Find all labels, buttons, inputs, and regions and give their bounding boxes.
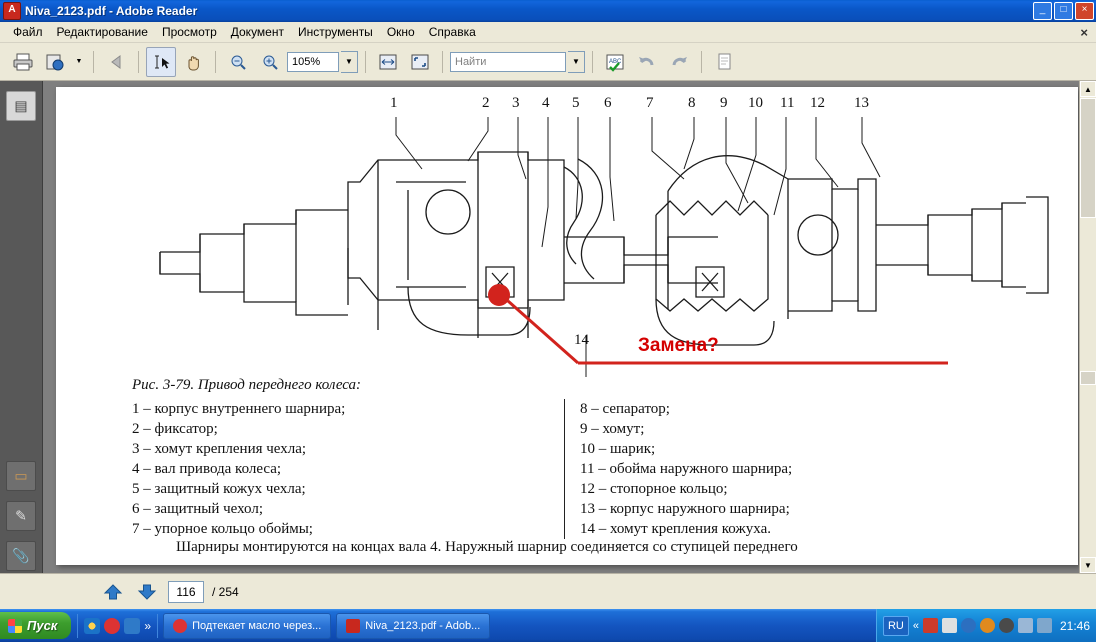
comments-panel-icon[interactable] bbox=[6, 461, 36, 491]
print-button[interactable] bbox=[8, 47, 38, 77]
text-select-icon bbox=[151, 53, 171, 71]
quick-launch-bar bbox=[77, 614, 158, 638]
zoom-out-icon bbox=[228, 53, 248, 71]
callout-9: 9 bbox=[720, 95, 728, 111]
vertical-scrollbar[interactable] bbox=[1079, 81, 1096, 573]
legend-item-3: 3 – хомут крепления чехла; bbox=[132, 441, 307, 457]
tray-icon-2[interactable] bbox=[942, 618, 957, 633]
save-copy-icon bbox=[44, 52, 66, 72]
page-navigation-bar bbox=[0, 573, 1096, 609]
pages-glyph: ▤ bbox=[14, 97, 28, 114]
opera-icon[interactable] bbox=[104, 618, 120, 634]
legend-item-2: 2 – фиксатор; bbox=[132, 421, 218, 437]
menu-item-window[interactable]: Окно bbox=[386, 25, 415, 39]
undo-button[interactable] bbox=[632, 47, 662, 77]
abc-check-icon bbox=[604, 52, 626, 72]
more-chevrons-icon[interactable]: » bbox=[144, 618, 152, 633]
menu-bar bbox=[0, 22, 1096, 43]
callout-1: 1 bbox=[390, 95, 398, 111]
legend-divider bbox=[564, 399, 565, 539]
legend-item-7: 7 – упорное кольцо обоймы; bbox=[132, 521, 313, 537]
hand-icon bbox=[183, 53, 203, 71]
scrollbar-thumb-secondary[interactable] bbox=[1080, 371, 1096, 385]
page-display-button[interactable] bbox=[709, 47, 739, 77]
window-title: Niva_2123.pdf - Adobe Reader bbox=[25, 4, 198, 18]
tray-icon-5[interactable] bbox=[999, 618, 1014, 633]
fit-width-button[interactable] bbox=[373, 47, 403, 77]
svg-text:ABC: ABC bbox=[609, 58, 622, 65]
minimize-button[interactable]: _ bbox=[1033, 2, 1052, 20]
legend-item-4: 4 – вал привода колеса; bbox=[132, 461, 282, 477]
fit-width-icon bbox=[377, 52, 399, 72]
legend-item-5: 5 – защитный кожух чехла; bbox=[132, 481, 306, 497]
taskbar bbox=[0, 609, 1096, 642]
page-number-input[interactable]: 116 bbox=[168, 581, 204, 603]
tray-icon-6[interactable] bbox=[1018, 618, 1033, 633]
menu-item-edit[interactable]: Редактирование bbox=[56, 25, 148, 39]
red-annotation-line bbox=[56, 87, 1078, 417]
callout-3: 3 bbox=[512, 95, 520, 111]
taskbar-item-label: Niva_2123.pdf - Adob... bbox=[365, 619, 481, 632]
signature-panel-icon[interactable] bbox=[6, 501, 36, 531]
menu-item-tools[interactable]: Инструменты bbox=[297, 25, 373, 39]
toolbar-separator bbox=[215, 51, 216, 73]
back-button[interactable] bbox=[101, 47, 131, 77]
toolbar-separator bbox=[365, 51, 366, 73]
opera-icon bbox=[173, 619, 187, 633]
menu-item-view[interactable]: Просмотр bbox=[161, 25, 217, 39]
legend-item-11: 11 – обойма наружного шарнира; bbox=[580, 461, 793, 477]
taskbar-item-label: Подтекает масло через... bbox=[192, 619, 322, 632]
taskbar-clock[interactable]: 21:46 bbox=[1059, 618, 1090, 633]
zoom-level-input[interactable]: 105% bbox=[287, 52, 339, 72]
tray-expand-chevron-icon[interactable]: « bbox=[912, 619, 919, 632]
find-input[interactable]: Найти bbox=[450, 52, 566, 72]
figure-caption-title: Рис. 3-79. Привод переднего колеса: bbox=[132, 377, 362, 393]
callout-4: 4 bbox=[542, 95, 550, 111]
save-copy-dropdown[interactable] bbox=[72, 47, 86, 77]
tray-icon-4[interactable] bbox=[980, 618, 995, 633]
legend-item-10: 10 – шарик; bbox=[580, 441, 656, 457]
windows-flag-icon bbox=[8, 619, 22, 633]
callout-10: 10 bbox=[748, 95, 763, 111]
legend-item-14: 14 – хомут крепления кожуха. bbox=[580, 521, 771, 537]
read-out-loud-button[interactable] bbox=[600, 47, 630, 77]
callout-14: 14 bbox=[574, 332, 589, 348]
fit-page-icon bbox=[409, 52, 431, 72]
zoom-in-icon bbox=[260, 53, 280, 71]
zoom-dropdown-arrow[interactable]: ▼ bbox=[341, 51, 358, 73]
hand-tool[interactable] bbox=[178, 47, 208, 77]
legend-item-12: 12 – стопорное кольцо; bbox=[580, 481, 728, 497]
zoom-in-button[interactable] bbox=[255, 47, 285, 77]
title-bar bbox=[0, 0, 1096, 22]
system-tray bbox=[876, 609, 1096, 642]
body-paragraph: Шарниры монтируются на концах вала 4. Наружный шарнир соединяется со ступицей переднего bbox=[176, 539, 798, 555]
toolbar-separator bbox=[701, 51, 702, 73]
legend-left-column bbox=[132, 399, 572, 539]
close-button[interactable]: × bbox=[1075, 2, 1094, 20]
taskbar-item-opera[interactable] bbox=[163, 613, 331, 639]
previous-page-button[interactable] bbox=[100, 580, 126, 604]
ie-icon[interactable] bbox=[84, 618, 100, 634]
tray-icon-1[interactable] bbox=[923, 618, 938, 633]
legend-item-13: 13 – корпус наружного шарнира; bbox=[580, 501, 790, 517]
menu-item-document[interactable]: Документ bbox=[230, 25, 284, 39]
toolbar-separator bbox=[442, 51, 443, 73]
adobe-reader-icon: A bbox=[3, 2, 21, 20]
callout-5: 5 bbox=[572, 95, 580, 111]
text-select-tool[interactable] bbox=[146, 47, 176, 77]
legend-right-column bbox=[580, 399, 1040, 539]
callout-13: 13 bbox=[854, 95, 869, 111]
paperclip-glyph: 📎 bbox=[12, 547, 30, 564]
zoom-out-button[interactable] bbox=[223, 47, 253, 77]
scrollbar-thumb[interactable] bbox=[1080, 98, 1096, 218]
taskbar-item-adobe-reader[interactable] bbox=[336, 613, 490, 639]
start-button[interactable] bbox=[0, 612, 71, 639]
scroll-up-button[interactable]: ▲ bbox=[1080, 81, 1096, 97]
attachments-panel-icon[interactable] bbox=[6, 541, 36, 571]
menu-item-file[interactable]: Файл bbox=[13, 25, 43, 39]
tray-icon-7[interactable] bbox=[1037, 618, 1052, 633]
down-arrow-icon bbox=[136, 582, 158, 602]
menu-item-help[interactable]: Справка bbox=[428, 25, 476, 39]
start-button-label: Пуск bbox=[27, 618, 58, 633]
page-icon bbox=[713, 52, 735, 72]
maximize-button[interactable]: □ bbox=[1054, 2, 1073, 20]
navigation-pane bbox=[0, 81, 43, 573]
close-document-button[interactable]: × bbox=[1080, 25, 1088, 40]
tray-icon-3[interactable] bbox=[961, 618, 976, 633]
callout-6: 6 bbox=[604, 95, 612, 111]
page-total-label: / 254 bbox=[212, 584, 239, 599]
explorer-icon[interactable] bbox=[124, 618, 140, 634]
fit-page-button[interactable] bbox=[405, 47, 435, 77]
adobe-reader-icon bbox=[346, 619, 360, 633]
document-workspace bbox=[0, 81, 1096, 573]
callout-12: 12 bbox=[810, 95, 825, 111]
back-arrow-icon bbox=[106, 53, 126, 71]
find-dropdown-arrow[interactable]: ▼ bbox=[568, 51, 585, 73]
callout-7: 7 bbox=[646, 95, 654, 111]
signature-glyph: ✎ bbox=[15, 507, 27, 524]
toolbar-separator bbox=[138, 51, 139, 73]
annotation-text-zamena: Замена? bbox=[638, 335, 719, 356]
toolbar bbox=[0, 43, 1096, 81]
legend-item-6: 6 – защитный чехол; bbox=[132, 501, 263, 517]
scroll-down-button[interactable]: ▼ bbox=[1080, 557, 1096, 573]
legend-item-9: 9 – хомут; bbox=[580, 421, 645, 437]
save-copy-button[interactable] bbox=[40, 47, 70, 77]
pdf-page[interactable] bbox=[56, 87, 1078, 565]
legend-item-8: 8 – сепаратор; bbox=[580, 401, 670, 417]
callout-2: 2 bbox=[482, 95, 490, 111]
toolbar-separator bbox=[592, 51, 593, 73]
pages-panel-icon[interactable] bbox=[6, 91, 36, 121]
pdf-page-content bbox=[56, 87, 1078, 565]
up-arrow-icon bbox=[102, 582, 124, 602]
toolbar-separator bbox=[93, 51, 94, 73]
redo-icon bbox=[668, 52, 690, 72]
comment-glyph: ▭ bbox=[14, 467, 28, 484]
callout-11: 11 bbox=[780, 95, 795, 111]
callout-8: 8 bbox=[688, 95, 696, 111]
legend-item-1: 1 – корпус внутреннего шарнира; bbox=[132, 401, 346, 417]
chevron-down-icon: ▼ bbox=[75, 58, 83, 65]
language-indicator[interactable]: RU bbox=[883, 616, 909, 636]
printer-icon bbox=[12, 52, 34, 72]
redo-button[interactable] bbox=[664, 47, 694, 77]
window-controls bbox=[1033, 2, 1094, 20]
undo-icon bbox=[636, 52, 658, 72]
next-page-button[interactable] bbox=[134, 580, 160, 604]
